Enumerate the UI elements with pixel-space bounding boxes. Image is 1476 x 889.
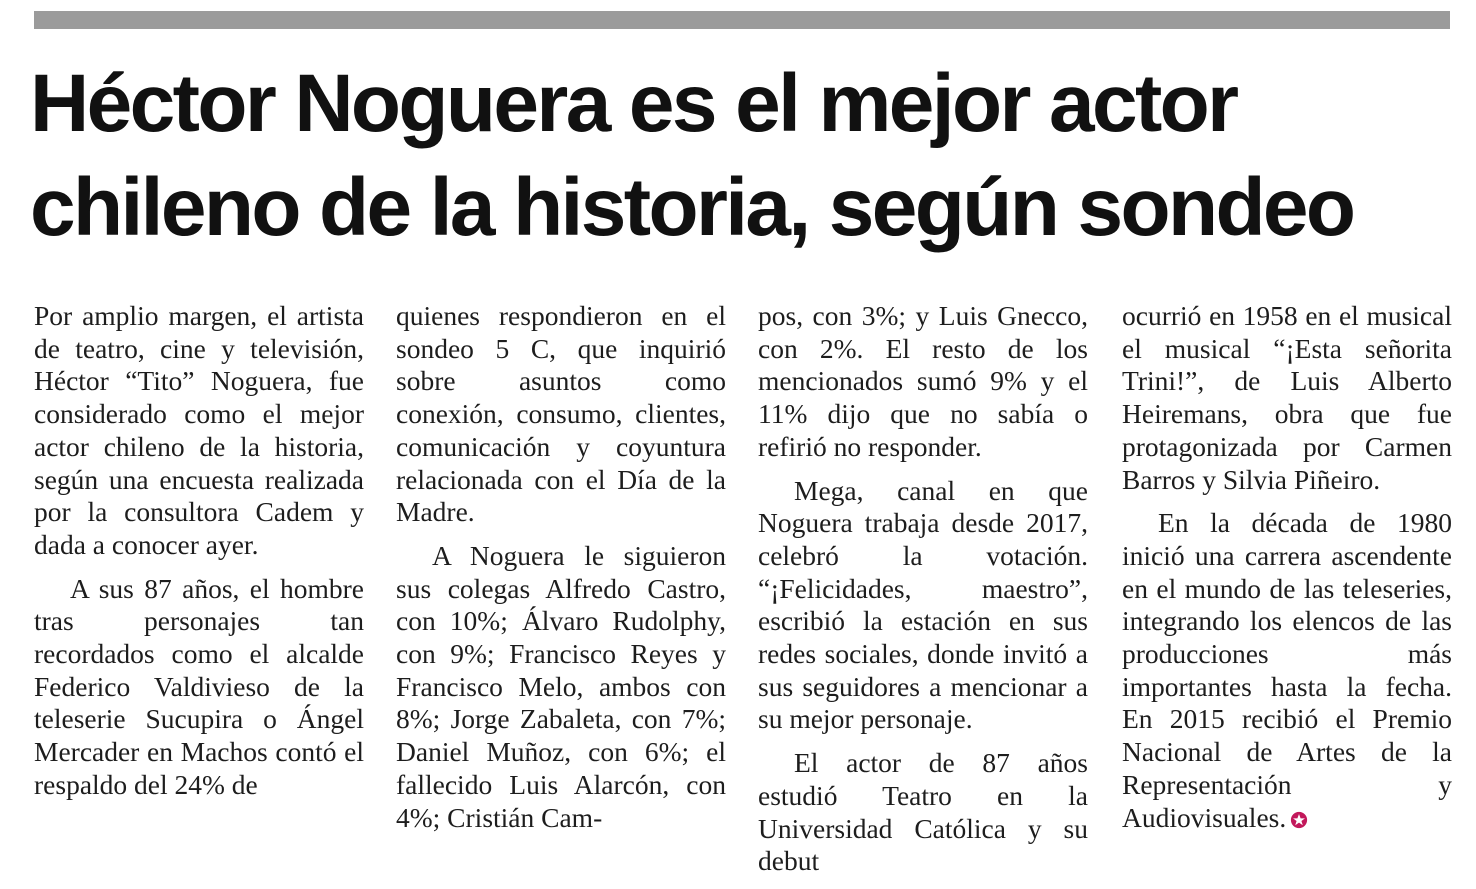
headline [30,52,1460,260]
star-end-mark-icon [1290,811,1308,829]
top-rule [34,11,1450,29]
body-paragraph: El actor de 87 años estudió Teatro en la Universidad Católica y su debut [758,747,1088,877]
body-paragraph: quienes respondieron en el sondeo 5 C, que inquirió sobre asuntos como conexión, consumo, clientes, comunicación y coyuntura relacionada con el Día de la Madre. [396,300,726,528]
article-column-4 [1122,300,1452,845]
article-column-1 [34,300,364,813]
body-paragraph: pos, con 3%; y Luis Gnecco, con 2%. El resto de los mencionados sumó 9% y el 11% dijo que no sabía o refirió no responder. [758,300,1088,462]
body-paragraph: A Noguera le siguieron sus colegas Alfredo Castro, con 10%; Álvaro Rudolphy, con 9%; Francisco Reyes y Francisco Melo, ambos con 8%; Jorge Zabaleta, con 7%; Daniel Muñoz, con 6%; el fallecido Luis Alarcón, con 4%; Cristián Cam- [396,539,726,833]
headline-line-1: Héctor Noguera es el mejor actor [30,58,1237,149]
body-paragraph: Por amplio margen, el artista de teatro, cine y televisión, Héctor “Tito” Noguera, fue considerado como el mejor actor chileno de la historia, según una encuesta realizada por la consultora Cadem y dada a conocer ayer. [34,300,364,560]
body-paragraph: ocurrió en 1958 en el musical el musical “¡Esta señorita Trini!”, de Luis Alberto Heiremans, obra que fue protagonizada por Carmen Barros y Silvia Piñeiro. [1122,300,1452,495]
body-paragraph-text: En la década de 1980 inició una carrera ascendente en el mundo de las teleseries, integrando los elencos de las producciones más importantes hasta la fecha. En 2015 recibió el Premio Nacional de Artes de la Representación y Audiovisuales. [1122,507,1452,833]
article-column-3 [758,300,1088,889]
body-paragraph: Mega, canal en que Noguera trabaja desde 2017, celebró la votación. “¡Felicidades, maestro”, escribió la estación en sus redes sociales, donde invitó a sus seguidores a mencionar a su mejor personaje. [758,474,1088,735]
headline-line-2: chileno de la historia, según sondeo [30,162,1354,253]
article-column-2 [396,300,726,845]
body-paragraph-last [1122,507,1452,834]
body-paragraph: A sus 87 años, el hombre tras personajes tan recordados como el alcalde Federico Valdivieso de la teleserie Sucupira o Ángel Mercader en Machos contó el respaldo del 24% de [34,572,364,800]
